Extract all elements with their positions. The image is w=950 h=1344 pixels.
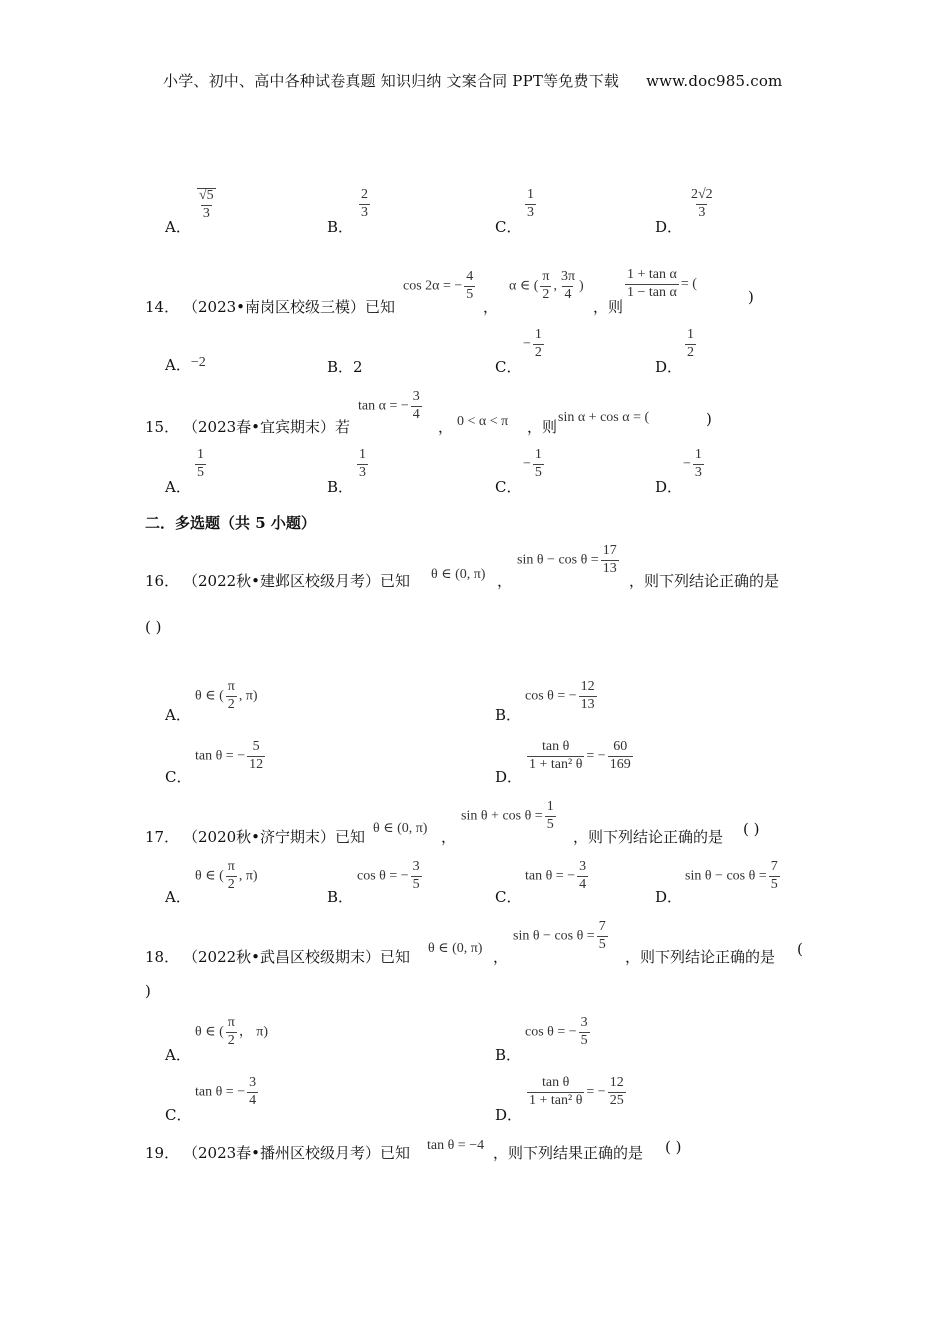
header-url: www.doc985.com	[646, 72, 783, 90]
math-fraction: $\frac{√5}{3}$	[199, 188, 214, 221]
question-19: 19． （2023春•播州区校级月考）已知 tan θ = −4 ，则下列结果正确的是 ( )	[145, 1138, 682, 1162]
question-number: 19．	[145, 1144, 180, 1162]
math-expr: sin θ − cos θ = $\frac{17}{13}$	[517, 543, 617, 576]
question-18: 18． （2022秋•武昌区校级期末）已知 θ ∈ (0, π) ， sin θ − cos θ = $\frac{7}{5}$ ，则下列结论正确的是 ( )	[145, 919, 803, 1000]
question-number: 14．	[145, 298, 180, 316]
math-expr: tan θ = −4	[427, 1138, 485, 1153]
question-14: 14． （2023•南岗区校级三模）已知 cos 2α = − $\frac{4}{5}$ ， α ∈ ( $\frac{\pi}{2}$ , $\frac{3\pi}{4}$ ) ，则 $\frac{\text{1 + tan α}}{\text{1 − tan α}}$ = ( )	[145, 267, 754, 316]
math-expr: 0 < α < π	[457, 414, 509, 429]
math-expr: θ ∈ (0, π)	[373, 821, 428, 836]
math-expr: $\frac{\text{1 + tan α}}{\text{1 − tan α}}$ = (	[627, 267, 697, 300]
math-expr: θ ∈ (0, π)	[431, 567, 486, 582]
math-fraction: $\frac{2√2}{3}$	[691, 187, 713, 220]
question-source: （2020秋•济宁期末）已知	[183, 828, 366, 846]
page-header	[163, 70, 782, 91]
math-expr: tan α = − $\frac{3}{4}$	[358, 389, 420, 422]
question-source: （2023•南岗区校级三模）已知	[183, 298, 396, 316]
question-number: 17．	[145, 828, 180, 846]
math-expr: θ ∈ (0, π)	[428, 941, 483, 956]
section-title: 二．多选题（共 5 小题）	[145, 514, 316, 532]
question-number: 16．	[145, 572, 180, 590]
header-text: 小学、初中、高中各种试卷真题 知识归纳 文案合同 PPT等免费下载	[163, 72, 620, 90]
math-expr: sin α + cos α = (	[558, 410, 650, 425]
q14-option-a: A．−2	[165, 355, 206, 374]
math-fraction: $\frac{1}{3}$	[527, 187, 534, 220]
question-number: 18．	[145, 948, 180, 966]
question-16: 16． （2022秋•建邺区校级月考）已知 θ ∈ (0, π) ， sin θ − cos θ = $\frac{17}{13}$ ，则下列结论正确的是 ( )	[145, 543, 780, 636]
question-source: （2023春•播州区校级月考）已知	[183, 1144, 411, 1162]
q14-option-b: B．2	[327, 358, 363, 376]
question-source: （2023春•宜宾期末）若	[183, 418, 351, 436]
math-expr: sin θ − cos θ = $\frac{7}{5}$	[513, 919, 606, 952]
math-expr: α ∈ ( $\frac{\pi}{2}$ , $\frac{3\pi}{4}$ )	[509, 269, 584, 302]
question-number: 15．	[145, 418, 180, 436]
question-source: （2022秋•建邺区校级月考）已知	[183, 572, 411, 590]
math-expr: sin θ + cos θ = $\frac{1}{5}$	[461, 799, 554, 832]
question-17: 17． （2020秋•济宁期末）已知 θ ∈ (0, π) ， sin θ + cos θ = $\frac{1}{5}$ ，则下列结论正确的是 ( )	[145, 799, 760, 846]
question-15: 15． （2023春•宜宾期末）若 tan α = − $\frac{3}{4}$ ， 0 < α < π ，则 sin α + cos α = ( )	[145, 389, 712, 436]
option-label: A．	[165, 218, 191, 236]
math-fraction: $\frac{2}{3}$	[361, 187, 368, 220]
math-expr: cos 2α = − $\frac{4}{5}$	[403, 269, 474, 302]
question-source: （2022秋•武昌区校级期末）已知	[183, 948, 411, 966]
